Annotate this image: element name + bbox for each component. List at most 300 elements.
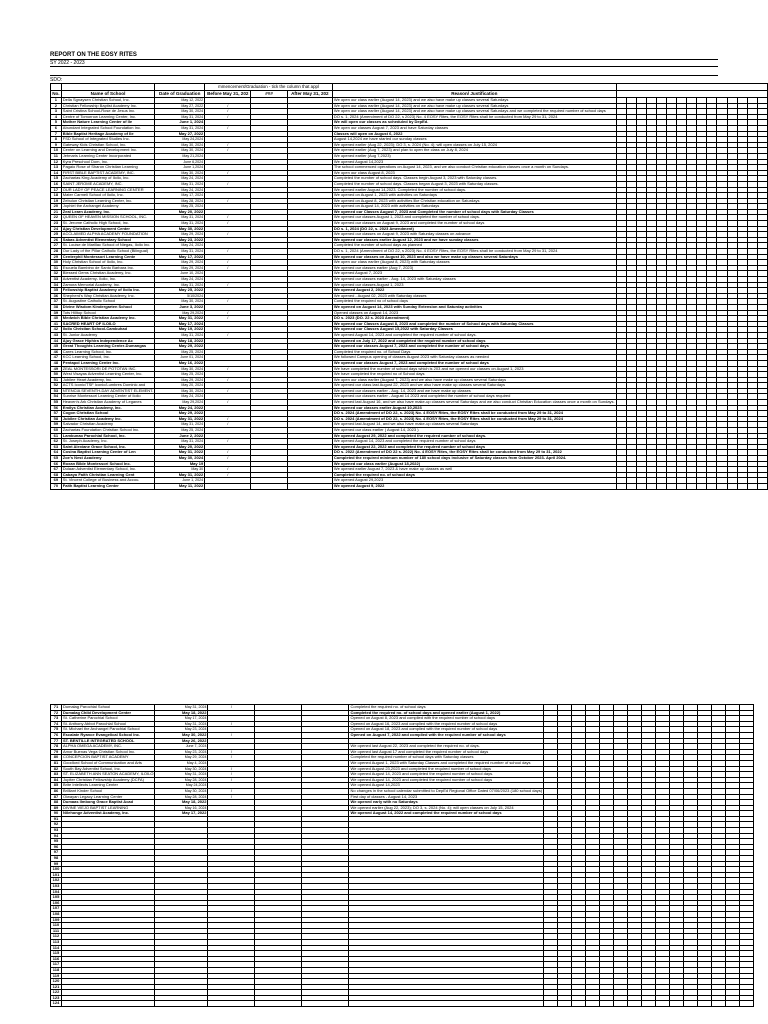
graduation-date: May 20, 2022: [155, 444, 205, 450]
school-name: Adventist Academy- Iloilo, Inc.: [61, 277, 154, 283]
row-number: 100: [51, 867, 62, 873]
table-row: [51, 1001, 754, 1007]
tick-before: /: [205, 299, 251, 305]
tick-before: /: [208, 749, 255, 755]
reason-text: We opened our Classes August 7, 2023 and Completed the number of school days with Saturday Classes: [332, 209, 616, 215]
col-date: Date of Graduation: [155, 91, 205, 98]
tick-before: /: [205, 221, 251, 227]
reason-text: We open our class earlier (August 14, 2023) and we also have make up classes several Saturdays and we completed the required number of school days: [332, 109, 616, 115]
graduation-date: May 25, 2024: [155, 204, 205, 210]
reason-text: August 14,2024 we have started our sunday classes: [332, 137, 616, 143]
row-number: 5: [51, 120, 62, 126]
graduation-date: May 30, 2024: [155, 170, 205, 176]
school-name: Ajuy Grace Hiphira Independence Ac: [61, 338, 154, 344]
row-number: 77: [51, 738, 62, 744]
reason-text: We opened our classes August 7, 2023 and completed the number of school days: [332, 360, 616, 366]
reason-text: We opened our class earlier (August 18,2022): [332, 461, 616, 467]
row-number: 39: [51, 310, 62, 316]
grid-cell: [740, 1001, 754, 1007]
tick-before: /: [208, 772, 255, 778]
row-number: 43: [51, 332, 62, 338]
grid-cell: [544, 1001, 558, 1007]
grid-cell: [255, 1001, 302, 1007]
school-name: Escalate Ryance Evangelical School Inc.: [62, 732, 155, 738]
school-name: Medwich Bible Christian Academy Inc.: [61, 316, 154, 322]
school-year: SY 2022 - 2023: [50, 59, 718, 66]
school-name: Cabayo Faith Christian Learning Cent: [61, 472, 154, 478]
school-name: ALPHA OMEGA ACADEMY, INC.: [62, 744, 155, 750]
grid-cell: [717, 483, 727, 489]
tick-before: /: [208, 705, 255, 711]
reason-text: Completed the required no. of school days: [349, 705, 544, 711]
reason-text: We opened August 14,2023: [332, 159, 616, 165]
school-name: ST. BENTILLE INTEGRATED SCHOOL: [62, 738, 155, 744]
row-number: 44: [51, 338, 62, 344]
row-number: 29: [51, 254, 62, 260]
row-number: 49: [51, 366, 62, 372]
grid-cell: [698, 1001, 712, 1007]
graduation-date: May 16, 2024: [155, 805, 208, 811]
graduation-date: May 30, 2024: [155, 299, 205, 305]
row-number: 70: [51, 483, 62, 489]
school-name: Ajuy Christian Development Center: [61, 226, 154, 232]
graduation-date: June 1, 2024: [155, 478, 205, 484]
row-number: 71: [51, 705, 62, 711]
reason-text: We opened on August 1, 2023 with activities on Saturdays: [332, 193, 616, 199]
row-number: 99: [51, 861, 62, 867]
reason-text: Completed the number of school days as planned: [332, 243, 616, 249]
reason-text: We opened August 23,2023 and completed the required number of school days: [349, 766, 544, 772]
school-name: Emilys Christian Academy, Inc.: [61, 405, 154, 411]
school-name: Salvador Christian Academy: [61, 422, 154, 428]
tick-before: /: [205, 377, 251, 383]
school-name: SACRED HEART OF ILOILO: [61, 321, 154, 327]
grid-cell: [572, 1001, 586, 1007]
school-name: Roxan Bible Montessori School Inc.: [61, 461, 154, 467]
reason-text: DO s. 2024 (Amendment of DO 22, s. 2023) No. 4 EOSY Rites, the EOSY Rites shall be conducted from May 29 to 31, 2024: [332, 411, 616, 417]
row-number: 31: [51, 265, 62, 271]
report-header: [50, 52, 718, 84]
reason-text: We opened August 14, 2022 and completed the required number of school days: [349, 811, 544, 817]
row-number: 112: [51, 934, 62, 940]
row-number: 23: [51, 221, 62, 227]
graduation-date: May 29, 2024: [155, 232, 205, 238]
reason-text: We opened last August 14, and we also have make-up classes several Saturdays: [332, 422, 616, 428]
reason-text: We open our class earlier (August 14, 2023) and we also have make up classes several Saturdays: [332, 103, 616, 109]
tick-before: /: [205, 170, 251, 176]
school-name: FSD School of Integrated Studies Inc.: [61, 137, 154, 143]
graduation-date: May 18, 2022: [155, 338, 205, 344]
reason-text: Completed the number of school days. Classes began August 3, 2023 with Saturday classes.: [332, 181, 616, 187]
school-name: St. Vincent College of Business and Accou.: [61, 478, 154, 484]
col-no: No.: [52, 91, 60, 96]
tick-before: [205, 483, 251, 489]
school-name: Zacharias Foundation Christian School Inc.: [61, 428, 154, 434]
tick-before: /: [208, 788, 255, 794]
col-reason: Reason/ Justification: [332, 91, 616, 98]
graduation-date: May 25, 2022: [155, 288, 205, 294]
graduation-date: June 3, 2022: [155, 304, 205, 310]
graduation-date: May 30, 2024: [155, 388, 205, 394]
reason-text: Opened on August 7, 2022 and complied with the required number of school days: [349, 732, 544, 738]
row-number: 85: [51, 783, 62, 789]
graduation-date: May 31, 2022: [155, 316, 205, 322]
tick-before: /: [205, 332, 251, 338]
school-name: Jubilee Christian Academy Inc.: [61, 416, 154, 422]
reason-text: The school commenced operations on August 14, 2023, and we also conduct Christian education classes once a month on Sundays.: [332, 165, 616, 171]
school-name: St. Anthony Abbot Parochial School: [62, 721, 155, 727]
row-number: 60: [51, 428, 62, 434]
graduation-date: 5/10/2024: [155, 293, 205, 299]
school-name: St. Michael the Archangel Parochial School: [62, 727, 155, 733]
graduation-date: June 1, 2024: [155, 120, 205, 126]
graduation-date: May 31, 2024: [155, 181, 205, 187]
graduation-date: May 28, 2024: [155, 198, 205, 204]
school-name: ACTS Iconic/TSF Iconic/Lumbres Dominic and: [61, 383, 154, 389]
school-name: Great Thoughts Learning Center-Dumangas: [61, 344, 154, 350]
school-name: Abundant Integrated School Foundation Inc.: [61, 125, 154, 131]
tick-before: /: [205, 142, 251, 148]
row-number: 54: [51, 394, 62, 400]
school-name: St. Augustine Catholic School: [61, 299, 154, 305]
row-number: 22: [51, 215, 62, 221]
reason-text: We opened earlier August 7, 2023 & have make up classes as well: [332, 467, 616, 473]
tick-before: /: [205, 416, 251, 422]
reason-text: We opened our classes earlier (Aug 7, 2023): [332, 265, 616, 271]
row-number: 57: [51, 411, 62, 417]
row-number: 20: [51, 204, 62, 210]
graduation-date: May 29, 2024: [155, 260, 205, 266]
reason-text: We opened August 29, 2022 and completed the required number of school days.: [332, 433, 616, 439]
grid-cell: [670, 1001, 684, 1007]
table-row: [51, 483, 768, 489]
reason-text: We opened - August 02, 2023 with Saturday classes: [332, 293, 616, 299]
reason-text: We have completed the number of school days which is 203 and we opened our classes on August 1, 2023: [332, 366, 616, 372]
row-number: 28: [51, 249, 62, 255]
row-number: 88: [51, 800, 62, 806]
tick-before: /: [205, 366, 251, 372]
grid-cell: [636, 483, 646, 489]
graduation-date: May 28, 2024: [155, 794, 208, 800]
tick-before: /: [205, 450, 251, 456]
school-name: Amor Buenas Vega Christian School Inc.: [62, 749, 155, 755]
tick-before: /: [205, 388, 251, 394]
row-number: 67: [51, 467, 62, 473]
row-number: 45: [51, 344, 62, 350]
row-number: 83: [51, 772, 62, 778]
reason-text: We opened our classes earlier August 12, 2023 and we have sunday classes: [332, 237, 616, 243]
school-name: Centerphil Montessori Learning Cente: [61, 254, 154, 260]
reason-text: We opened on August 14, 2023 with activities on Saturdays: [332, 204, 616, 210]
reason-text: We opened our class last August 22, 2023 and we also have make up classes several Saturdays: [332, 383, 616, 389]
row-number: 37: [51, 299, 62, 305]
graduation-date: June 01, 2024: [155, 355, 205, 361]
graduation-date: May 26, 2022: [155, 738, 208, 744]
reason-text: We opened our classes earlier August 10,2023: [332, 405, 616, 411]
row-number: 86: [51, 788, 62, 794]
graduation-date: May 31, 2024: [155, 215, 205, 221]
tick-before: /: [205, 467, 251, 473]
tick-before: /: [205, 310, 251, 316]
row-number: 110: [51, 923, 62, 929]
school-name: CONCEPCION BAPTIST ACADEMY: [62, 755, 155, 761]
tick-before: /: [205, 109, 251, 115]
tick-before: /: [205, 260, 251, 266]
row-number: 25: [51, 232, 62, 238]
row-number: 21: [51, 209, 62, 215]
school-name: Kyra Preschool Dom, Inc.: [61, 159, 154, 165]
reason-text: Opened classes on August 14, 2023: [332, 310, 616, 316]
graduation-date: May 16, 2022: [155, 360, 205, 366]
row-number: 59: [51, 422, 62, 428]
row-number: 51: [51, 377, 62, 383]
row-number: 50: [51, 372, 62, 378]
tick-before: /: [208, 766, 255, 772]
row-number: 109: [51, 917, 62, 923]
reason-text: Opened on August 18, 2023 and complied with the required number of school days: [349, 727, 544, 733]
row-number: 111: [51, 928, 62, 934]
school-name: Zeal Learn Academy, Inc.: [61, 209, 154, 215]
graduation-date: May 12, 2022: [155, 98, 205, 104]
row-number: 18: [51, 193, 62, 199]
row-number: 124: [51, 1001, 62, 1007]
graduation-date: May 25, 2024: [155, 349, 205, 355]
col-before: Before May 31, 202: [205, 91, 251, 98]
graduation-date: May 31, 2024: [155, 705, 208, 711]
graduation-date: May 31, 2024: [155, 221, 205, 227]
row-number: 53: [51, 388, 62, 394]
grid-cell: [726, 1001, 740, 1007]
school-name: Cosina Baptist Learning Center of Len: [61, 450, 154, 456]
row-number: 12: [51, 159, 62, 165]
reason-text: We opened last August 17 and completed the required number of school days: [349, 749, 544, 755]
school-name: South Bay Adventist School, Inc.: [62, 766, 155, 772]
school-name: St. Catherine Parochial School: [62, 716, 155, 722]
row-number: 55: [51, 400, 62, 406]
school-name: Saint Cristina School-Rose de Jesus Inc.: [61, 109, 154, 115]
reason-text: First day of classes - August 14, 2023: [349, 794, 544, 800]
reason-text: We opened earlier (Aug 7, 2023) and plan to open the class on July 8, 2024: [332, 148, 616, 154]
grid-cell: [626, 483, 636, 489]
row-number: 89: [51, 805, 62, 811]
reason-text: We opened last August 16, and we also have make-up classes several Saturdays and we also conduct Christian Education classes once a month on Sundays.: [333, 399, 615, 405]
row-number: 66: [51, 461, 62, 467]
row-number: 15: [51, 176, 62, 182]
row-number: 64: [51, 450, 62, 456]
reason-text: We opened our classes August 1, 2023 and completed the number of school days.: [332, 215, 616, 221]
row-number: 56: [51, 405, 62, 411]
grid-cell: [558, 1001, 572, 1007]
reason-text: DO s. 2023 (DO. 22 s. 2023 Amendment): [332, 316, 616, 322]
row-number: 96: [51, 844, 62, 850]
school-name: Blessed Gems Christian Academy, Inc.: [61, 271, 154, 277]
school-name: Jophiel the Archangel Academy: [61, 204, 154, 210]
graduation-date: May 31, 2024: [155, 422, 205, 428]
row-number: 3: [51, 109, 62, 115]
school-name: Faith Baptist Learning Center: [61, 483, 154, 489]
school-name: Escuela Bambino de Santo Barbara Inc.: [61, 265, 154, 271]
tick-before: /: [205, 439, 251, 445]
school-name: Jetmaris Learning Center Incorporated: [61, 153, 154, 159]
row-number: 69: [51, 478, 62, 484]
row-number: 4: [51, 114, 62, 120]
graduation-date: May 24, 2024: [155, 187, 205, 193]
tick-before: /: [205, 103, 251, 109]
school-name: Jupiter Christian Fellowship Academy (DCFA): [62, 777, 155, 783]
tick-before: /: [208, 732, 255, 738]
reason-text: Completed the required minimum number of 180 school days inclusive of Saturday classes from October 2023- April 2024.: [332, 456, 616, 462]
row-number: 41: [51, 321, 62, 327]
school-name: DIVINE VIEJO BAPTIST LEARNING: [62, 805, 155, 811]
graduation-date: June 2, 2022: [155, 433, 205, 439]
school-name: Sunrise Montessori Learning Center of Iloilo: [61, 394, 154, 400]
graduation-date: May 29, 2024: [155, 377, 205, 383]
graduation-date: May 31, 2024: [155, 332, 205, 338]
school-name: Centre of Tomorrow Learning Center, Inc.: [61, 114, 154, 120]
graduation-date: May 20, 2024: [155, 383, 205, 389]
graduation-date: May 24, 2024: [155, 176, 205, 182]
school-name: St. Louise de Marillac School of Niegas, Iloilo Inc.: [61, 243, 154, 249]
row-number: 48: [51, 360, 62, 366]
graduation-date: May 24, 2024: [155, 277, 205, 283]
grid-cell: [616, 483, 626, 489]
reason-text: Completed the required number of school days with Saturday classes: [349, 755, 544, 761]
grid-cell: [62, 1001, 155, 1007]
graduation-date: May 17, 2022: [155, 811, 208, 817]
tick-before: /: [205, 316, 251, 322]
row-number: 97: [51, 850, 62, 856]
graduation-date: May 30: [155, 467, 205, 473]
row-number: 92: [51, 822, 62, 828]
graduation-date: May 28, 2024: [155, 777, 208, 783]
graduation-date: May 31, 2024: [155, 125, 205, 131]
reason-text: We opened last August 22, 2023 and completed the required no. of days.: [349, 744, 544, 750]
school-name: Goodlord School of Communication and Arts: [62, 760, 155, 766]
tick-before: /: [208, 777, 255, 783]
school-name: Mother Nature Learning Center of Ile: [61, 120, 154, 126]
row-number: 76: [51, 732, 62, 738]
row-number: 98: [51, 856, 62, 862]
school-name: Jubilee Heart Academy, Inc.: [61, 377, 154, 383]
reason-text: We opened our Classes August 15,2022 with Saturday Classes: [332, 327, 616, 333]
row-number: 90: [51, 811, 62, 817]
graduation-date: May 18, 2022: [155, 710, 208, 716]
reason-text: We have completed the required no of School days: [332, 372, 616, 378]
row-number: 104: [51, 889, 62, 895]
graduation-date: May 30, 2022: [155, 732, 208, 738]
school-name: ACCLAIMED ALPHA ACADEMY FOUNDATION: [61, 232, 154, 238]
tick-before: /: [205, 148, 251, 154]
grid-cell: [697, 483, 707, 489]
tick-before: /: [205, 265, 251, 271]
graduation-date: May 31, 2022: [155, 472, 205, 478]
row-number: 13: [51, 165, 62, 171]
grid-cell: [656, 1001, 670, 1007]
school-name: Our Lady of the Pillar Catholic School (Bilingual): [61, 249, 154, 255]
graduation-date: May 30, 2024: [155, 366, 205, 372]
reason-text: We opened our classes earlier - Aug. 14, 2023 and we have make up classes: [332, 388, 616, 394]
graduation-date: May 11, 2022: [155, 483, 205, 489]
row-number: 87: [51, 794, 62, 800]
reason-text: We opened our classes earlier - August 14 2023 and completed the number of school days required: [332, 394, 616, 400]
grid-cell: [712, 1001, 726, 1007]
reason-text: We opened August 14, 2023 and completed the required number of school days: [332, 439, 616, 445]
eosy-table-bottom: [50, 704, 754, 1007]
graduation-date: May 29, 2022: [155, 411, 205, 417]
reason-text: Opened on August 8, 2023 and complied with the required number of school days: [349, 716, 544, 722]
school-name: Dumalag Child Development Center: [62, 710, 155, 716]
reason-text: DO s. 1, 2024 (DO 22, s. 2023 Amendment): [332, 226, 616, 232]
reason-text: We opened earlier (Aug 7,2023): [332, 153, 616, 159]
school-name: West Visayas Adventist Learning Center, Inc.: [61, 372, 154, 378]
row-number: 8: [51, 137, 62, 143]
tick-before: /: [205, 282, 251, 288]
graduation-date: May 17, 2022: [155, 254, 205, 260]
reason-text: Completed the required no. of school days and opened earlier (August 1, 2022): [349, 710, 544, 716]
school-name: Gateway Kids Christian School, Inc.: [61, 142, 154, 148]
row-number: 93: [51, 828, 62, 834]
row-number: 10: [51, 148, 62, 154]
grid-cell: [302, 1001, 349, 1007]
row-number: 2: [51, 103, 62, 109]
graduation-date: May 27, 2022: [155, 131, 205, 137]
row-number: 72: [51, 710, 62, 716]
school-name: Nilehonge Adventist Academy, Inc.: [62, 811, 155, 817]
school-name: Christian Fellowship Baptist Academy Inc.: [61, 103, 154, 109]
row-number: 91: [51, 816, 62, 822]
graduation-date: May 31, 2024: [155, 439, 205, 445]
row-number: 120: [51, 979, 62, 985]
row-number: 113: [51, 939, 62, 945]
graduation-date: May 24, 2024: [155, 243, 205, 249]
row-number: 106: [51, 900, 62, 906]
school-name: KCC Learning School, Inc.: [61, 355, 154, 361]
reason-text: We opened August 1, 2023 with Saturday Classes and completed the required number of school days: [349, 760, 544, 766]
reason-text: We opened earlier (Aug 22, 2023); DO 3, s. 2024 (No. 4); will open classes on July 15, 2024: [332, 142, 616, 148]
reason-text: We opened our class earlier ( August 14, 2023 ): [332, 428, 616, 434]
tick-before: /: [205, 181, 251, 187]
row-number: 34: [51, 282, 62, 288]
grid-cell: [737, 483, 747, 489]
school-name: Brite Intellects Learning Center: [62, 783, 155, 789]
header-row: [51, 91, 768, 98]
row-number: 94: [51, 833, 62, 839]
graduation-date: May 18, 2022: [155, 800, 208, 806]
graduation-date: May 30, 2024: [155, 148, 205, 154]
graduation-date: May 17, 2024: [155, 321, 205, 327]
school-name: Della Sgnaysen Christian School, Inc.: [61, 98, 154, 104]
row-number: 52: [51, 383, 62, 389]
col-group-header: mmencement/Graduation - tick the column that appl: [205, 84, 333, 91]
row-number: 24: [51, 226, 62, 232]
graduation-date: June 10, 2024: [155, 271, 205, 277]
row-number: 33: [51, 277, 62, 283]
school-name: Mater Carmeli School of Iloilo, Inc.: [61, 193, 154, 199]
reason-text: Classes will open on August 6, 2022: [332, 131, 616, 137]
row-number: 58: [51, 416, 62, 422]
row-number: 101: [51, 872, 62, 878]
reason-text: We opened our classes earlier - Aug. 14, 2023 with Saturday classes: [332, 277, 616, 283]
row-number: 17: [51, 187, 62, 193]
graduation-date: May 19: [155, 461, 205, 467]
grid-cell: [155, 1001, 208, 1007]
school-name: Lambunao Parochial School, Inc.: [61, 433, 154, 439]
row-number: 14: [51, 170, 62, 176]
row-number: 79: [51, 749, 62, 755]
tick-before: /: [208, 721, 255, 727]
reason-text: We opened our classes on August 9, 2023 with Saturday classes on advance: [332, 232, 616, 238]
row-number: 6: [51, 125, 62, 131]
